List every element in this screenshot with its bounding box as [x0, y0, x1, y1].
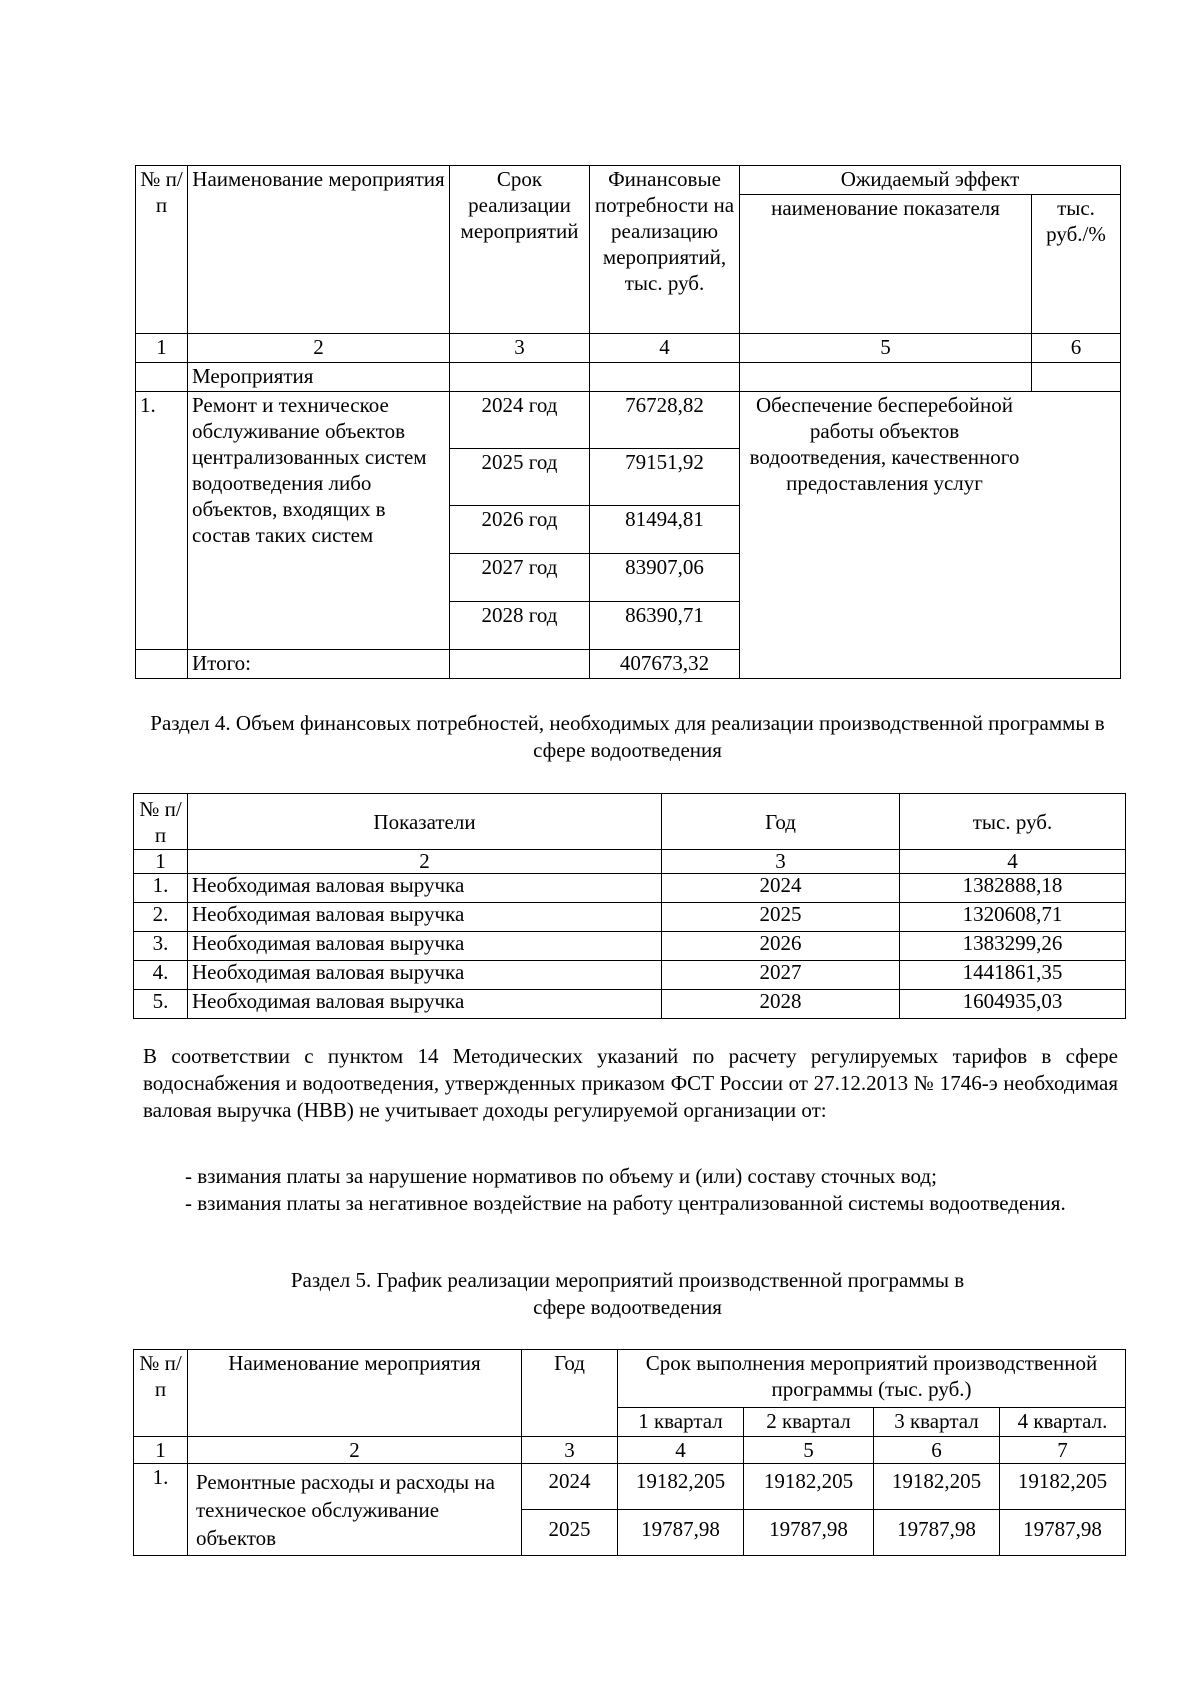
col-number: 5	[744, 1437, 874, 1464]
section4-title: Раздел 4. Объем финансовых потребностей, необходимых для реализации производственной программы в сфере водоотведения	[150, 711, 1105, 762]
section5-title: Раздел 5. График реализации мероприятий производственной программы в сфере водоотведения	[290, 1268, 965, 1319]
header-name: Наименование мероприятия	[188, 1350, 522, 1437]
revenue-table	[133, 793, 1126, 1019]
row-name: Необходимая валовая выручка	[188, 874, 662, 903]
header-effect: Ожидаемый эффект	[740, 166, 1121, 195]
row-name: Ремонт и техническое обслуживание объектов централизованных систем водоотведения либо объектов, входящих в состав таких систем	[188, 392, 450, 650]
header-finance: Финансовые потребности на реализацию мероприятий, тыс. руб.	[590, 166, 740, 334]
header-q3: 3 квартал	[874, 1408, 1000, 1437]
row-num: 2.	[134, 903, 188, 932]
bullet-item: - взимания платы за негативное воздействие на работу централизованной системы водоотведения.	[185, 1191, 1066, 1215]
row-year: 2026	[662, 932, 900, 961]
row-year: 2028 год	[450, 602, 590, 650]
col-number: 2	[188, 1437, 522, 1464]
row-name: Ремонтные расходы и расходы на техническое обслуживание объектов	[188, 1464, 522, 1556]
row-num: 5.	[134, 990, 188, 1019]
row-year: 2025	[522, 1510, 618, 1556]
row-value: 81494,81	[590, 506, 740, 554]
row-year: 2025	[662, 903, 900, 932]
row-year: 2028	[662, 990, 900, 1019]
row-name: Необходимая валовая выручка	[188, 990, 662, 1019]
header-q4: 4 квартал.	[1000, 1408, 1126, 1437]
header-num: № п/п	[134, 794, 188, 850]
col-number: 3	[522, 1437, 618, 1464]
col-number: 2	[188, 850, 662, 874]
row-q-value: 19182,205	[1000, 1464, 1126, 1510]
col-number: 6	[874, 1437, 1000, 1464]
row-value: 1320608,71	[900, 903, 1126, 932]
row-value: 1604935,03	[900, 990, 1126, 1019]
col-number: 4	[900, 850, 1126, 874]
header-name: Наименование мероприятия	[188, 166, 450, 334]
row-year: 2025 год	[450, 449, 590, 506]
row-year: 2027 год	[450, 554, 590, 602]
row-name: Необходимая валовая выручка	[188, 932, 662, 961]
row-q-value: 19787,98	[1000, 1510, 1126, 1556]
row-q-value: 19787,98	[618, 1510, 744, 1556]
row-num: 4.	[134, 961, 188, 990]
header-term: Срок реализации мероприятий	[450, 166, 590, 334]
row-year: 2026 год	[450, 506, 590, 554]
col-number: 6	[1032, 334, 1121, 363]
col-number: 3	[662, 850, 900, 874]
row-value: 76728,82	[590, 392, 740, 449]
col-number: 1	[136, 334, 188, 363]
row-effect: Обеспечение бесперебойной работы объектов водоотведения, качественного предоставления услуг	[740, 392, 1121, 679]
header-indicator: Показатели	[188, 794, 662, 850]
header-value: тыс. руб.	[900, 794, 1126, 850]
header-q1: 1 квартал	[618, 1408, 744, 1437]
row-name: Необходимая валовая выручка	[188, 961, 662, 990]
header-term: Срок выполнения мероприятий производственной программы (тыс. руб.)	[618, 1350, 1126, 1408]
header-effect-name: наименование показателя	[740, 195, 1032, 334]
row-q-value: 19787,98	[874, 1510, 1000, 1556]
row-q-value: 19182,205	[874, 1464, 1000, 1510]
row-num: 3.	[134, 932, 188, 961]
row-value: 79151,92	[590, 449, 740, 506]
col-number: 1	[134, 850, 188, 874]
row-year: 2027	[662, 961, 900, 990]
row-q-value: 19787,98	[744, 1510, 874, 1556]
row-value: 86390,71	[590, 602, 740, 650]
row-year: 2024 год	[450, 392, 590, 449]
total-value: 407673,32	[590, 650, 740, 679]
row-name: Необходимая валовая выручка	[188, 903, 662, 932]
col-number: 4	[590, 334, 740, 363]
events-table	[135, 165, 1121, 679]
col-number: 2	[188, 334, 450, 363]
header-num: № п/п	[136, 166, 188, 334]
total-label: Итого:	[188, 650, 450, 679]
row-year: 2024	[662, 874, 900, 903]
row-value: 1383299,26	[900, 932, 1126, 961]
header-num: № п/п	[134, 1350, 188, 1437]
paragraph-methodology: В соответствии с пунктом 14 Методических указаний по расчету регулируемых тарифов в сфере водоснабжения и водоотведения, утвержденных приказом ФСТ России от 27.12.2013 № 1746-э необходимая валовая выручка (НВВ) не учитывает доходы регулируемой организации от:	[143, 1044, 1118, 1122]
row-q-value: 19182,205	[744, 1464, 874, 1510]
row-num: 1.	[134, 874, 188, 903]
col-number: 3	[450, 334, 590, 363]
col-number: 4	[618, 1437, 744, 1464]
col-number: 7	[1000, 1437, 1126, 1464]
col-number: 1	[134, 1437, 188, 1464]
header-q2: 2 квартал	[744, 1408, 874, 1437]
row-value: 1441861,35	[900, 961, 1126, 990]
header-year: Год	[662, 794, 900, 850]
row-num: 1.	[136, 392, 188, 650]
row-value: 1382888,18	[900, 874, 1126, 903]
header-year: Год	[522, 1350, 618, 1437]
header-effect-value: тыс. руб./%	[1032, 195, 1121, 334]
row-value: 83907,06	[590, 554, 740, 602]
col-number: 5	[740, 334, 1032, 363]
bullet-item: - взимания платы за нарушение нормативов по объему и (или) составу сточных вод;	[185, 1164, 937, 1188]
row-year: 2024	[522, 1464, 618, 1510]
row-q-value: 19182,205	[618, 1464, 744, 1510]
row-num: 1.	[134, 1464, 188, 1556]
section-label: Мероприятия	[188, 363, 450, 392]
schedule-table	[133, 1349, 1126, 1556]
